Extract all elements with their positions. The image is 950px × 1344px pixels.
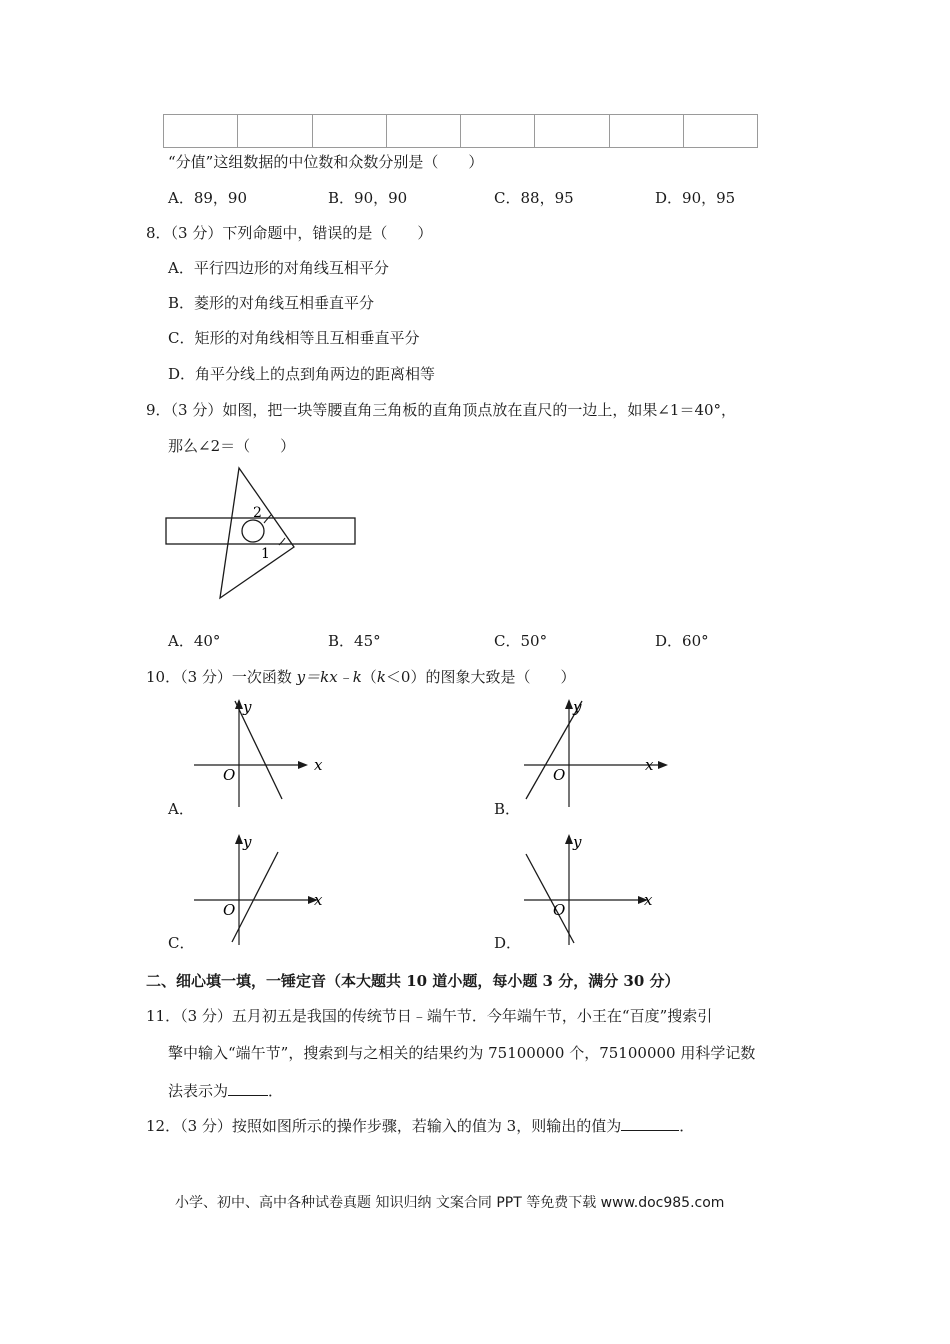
ruler bbox=[166, 518, 355, 544]
y-label: y bbox=[573, 833, 582, 851]
graph-d bbox=[520, 830, 660, 945]
q10-option-d: D． bbox=[494, 934, 522, 952]
q10-stem-mid: （ bbox=[361, 668, 377, 686]
origin-label: O bbox=[553, 766, 566, 784]
q10-stem bbox=[146, 666, 575, 687]
q7-option-b: B．90，90 bbox=[328, 189, 408, 207]
angle1-label: 1 bbox=[261, 546, 270, 562]
q11-line2: 擎中输入“端午节”，搜索到与之相关的结果约为 75100000 个，75100000 用科学记数 bbox=[168, 1044, 756, 1062]
graph-a bbox=[190, 695, 330, 805]
answer-blank[interactable] bbox=[621, 1116, 679, 1131]
table-cell bbox=[238, 115, 312, 148]
graph-b bbox=[520, 695, 660, 805]
q12-suffix: ． bbox=[679, 1117, 695, 1135]
x-label: x bbox=[314, 891, 323, 909]
triangle-hole bbox=[242, 520, 264, 542]
q10-option-a: A． bbox=[168, 800, 194, 818]
q9-option-a: A．40° bbox=[168, 632, 221, 650]
angle2-label: 2 bbox=[253, 505, 262, 521]
origin-label: O bbox=[223, 901, 236, 919]
ruler-triangle-figure bbox=[160, 465, 360, 605]
q10-option-b: B． bbox=[494, 800, 521, 818]
q9-option-d: D．60° bbox=[655, 632, 709, 650]
q7-question: “分值”这组数据的中位数和众数分别是（ ） bbox=[168, 153, 484, 171]
table-cell bbox=[609, 115, 683, 148]
table-cell bbox=[164, 115, 238, 148]
q11-line3-prefix: 法表示为 bbox=[168, 1082, 229, 1100]
q9-option-b: B．45° bbox=[328, 632, 381, 650]
angle2-arc bbox=[264, 515, 271, 523]
y-axis-arrow-icon bbox=[565, 834, 573, 844]
q8-option-c: C．矩形的对角线相等且互相垂直平分 bbox=[168, 329, 420, 347]
answer-blank[interactable] bbox=[228, 1081, 268, 1096]
q8-option-a: A．平行四边形的对角线互相平分 bbox=[168, 259, 389, 277]
x-label: x bbox=[644, 891, 653, 909]
q12-line bbox=[146, 1115, 694, 1136]
y-label: y bbox=[243, 833, 252, 851]
table-row bbox=[164, 115, 758, 148]
q9-option-c: C．50° bbox=[494, 632, 548, 650]
score-table bbox=[163, 114, 758, 148]
q12-text: 12．（3 分）按照如图所示的操作步骤，若输入的值为 3，则输出的值为 bbox=[146, 1117, 622, 1135]
x-label: x bbox=[645, 756, 654, 774]
q11-line3 bbox=[168, 1080, 283, 1101]
origin-label: O bbox=[553, 901, 566, 919]
table-cell bbox=[461, 115, 535, 148]
x-label: x bbox=[314, 756, 323, 774]
q10-stem-suffix: ＜0）的图象大致是（ ） bbox=[385, 668, 576, 686]
q9-stem-line2: 那么∠2＝（ ） bbox=[168, 437, 296, 455]
x-axis-arrow-icon bbox=[298, 761, 308, 769]
q10-option-c: C． bbox=[168, 934, 195, 952]
y-label: y bbox=[243, 698, 252, 716]
graph-c bbox=[190, 830, 330, 945]
origin-label: O bbox=[223, 766, 236, 784]
y-label: y bbox=[573, 698, 582, 716]
q7-option-c: C．88，95 bbox=[494, 189, 574, 207]
q11-line3-suffix: ． bbox=[268, 1082, 284, 1100]
section2-heading: 二、细心填一填，一锤定音（本大题共 10 道小题，每小题 3 分，满分 30 分） bbox=[146, 972, 680, 990]
y-axis-arrow-icon bbox=[565, 699, 573, 709]
q11-line1: 11．（3 分）五月初五是我国的传统节日﹣端午节．今年端午节，小王在“百度”搜索引 bbox=[146, 1007, 713, 1025]
page-footer: 小学、初中、高中各种试卷真题 知识归纳 文案合同 PPT 等免费下载 www.doc985.com bbox=[175, 1195, 725, 1211]
q8-option-b: B．菱形的对角线互相垂直平分 bbox=[168, 294, 375, 312]
q7-option-a: A．89，90 bbox=[168, 189, 248, 207]
triangle bbox=[220, 468, 294, 598]
q10-stem-prefix: 10．（3 分）一次函数 bbox=[146, 668, 297, 686]
y-axis-arrow-icon bbox=[235, 834, 243, 844]
q8-option-d: D．角平分线上的点到角两边的距离相等 bbox=[168, 365, 436, 383]
q7-option-d: D．90，95 bbox=[655, 189, 736, 207]
q9-stem-line1: 9．（3 分）如图，把一块等腰直角三角板的直角顶点放在直尺的一边上，如果∠1＝40°， bbox=[146, 401, 737, 419]
graph-line bbox=[526, 854, 574, 943]
q10-k: k bbox=[376, 668, 386, 686]
table-cell bbox=[535, 115, 609, 148]
q8-stem: 8．（3 分）下列命题中，错误的是（ ） bbox=[146, 224, 433, 242]
table-cell bbox=[312, 115, 386, 148]
table-cell bbox=[386, 115, 460, 148]
x-axis-arrow-icon bbox=[658, 761, 668, 769]
table-cell bbox=[683, 115, 757, 148]
q10-formula: y＝kx﹣k bbox=[296, 668, 362, 686]
